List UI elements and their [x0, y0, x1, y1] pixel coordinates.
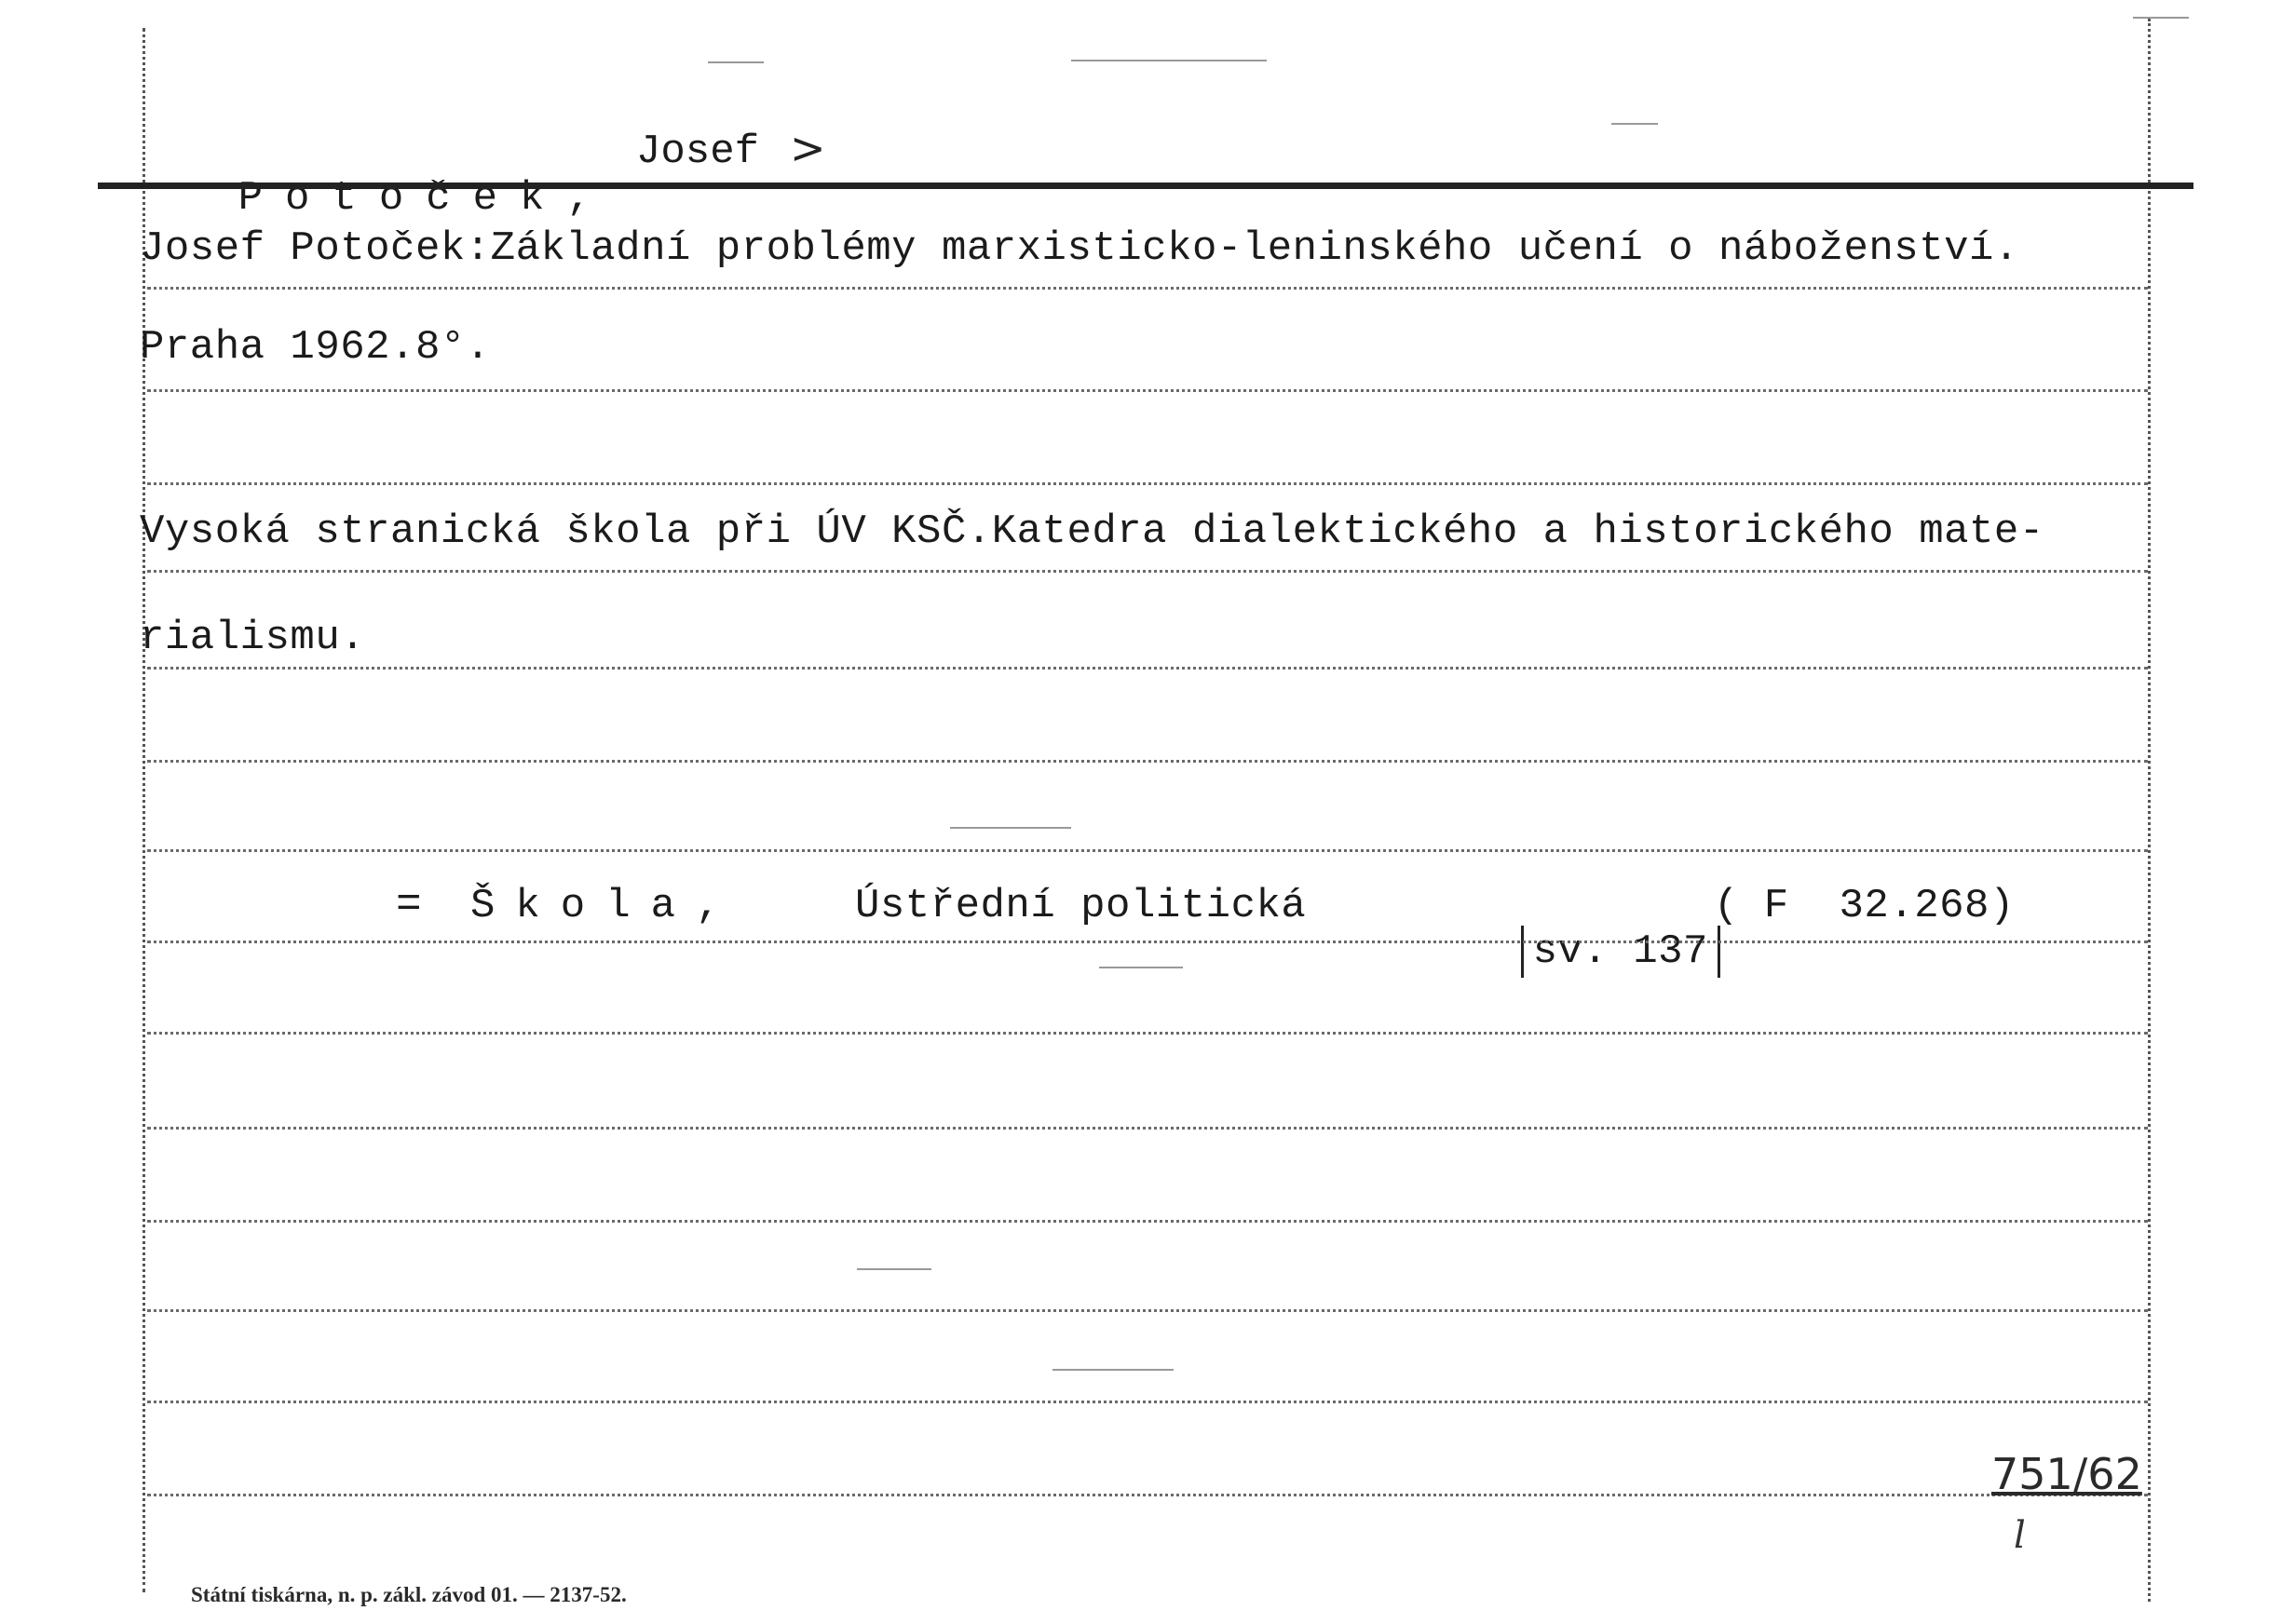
print-artifact [857, 1268, 931, 1270]
see-also-ref: ( F 32.268) [1714, 883, 2015, 929]
insertion-mark-icon: > [790, 123, 826, 173]
ruled-line [147, 482, 2148, 485]
handwritten-mark: l [2014, 1514, 2026, 1557]
heading-forename: Josef [636, 129, 760, 175]
ruled-line [147, 1127, 2148, 1130]
call-number: 751/62 [1991, 1449, 2142, 1499]
printer-imprint: Státní tiskárna, n. p. zákl. závod 01. — 2137-52. [191, 1583, 627, 1606]
ruled-line [147, 1309, 2148, 1312]
ruled-line [147, 1032, 2148, 1035]
see-also-text: Ústřední politická [855, 883, 1307, 929]
ruled-line [147, 1220, 2148, 1223]
ruled-line [147, 849, 2148, 852]
see-also-prefix: = [396, 881, 423, 929]
right-margin-dotted-line [2148, 19, 2151, 1602]
ruled-line [147, 1494, 2148, 1496]
ruled-line [147, 760, 2148, 763]
ruled-line [147, 287, 2148, 290]
title-line-2: Praha 1962.8°. [140, 324, 491, 371]
see-also-term: Škola, [470, 883, 741, 929]
print-artifact [1052, 1369, 1174, 1371]
ruled-line [147, 667, 2148, 670]
title-line-1: Josef Potoček:Základní problémy marxisticko-leninského učení o náboženství. [140, 225, 2019, 272]
print-artifact [950, 827, 1071, 829]
see-also-volume: sv. 137 [1521, 926, 1720, 978]
heading-comma: , [566, 175, 591, 222]
corporate-line-1: Vysoká stranická škola při ÚV KSČ.Katedra dialektického a historického mate- [140, 508, 2044, 555]
see-also-volume-box [1420, 879, 1720, 1024]
print-artifact [1099, 967, 1183, 968]
print-artifact [1071, 60, 1267, 61]
corporate-line-2: rialismu. [140, 615, 366, 661]
ruled-line [147, 941, 2148, 943]
heading-rule [98, 183, 2193, 189]
print-artifact [708, 61, 764, 63]
heading-surname-text: Potoček [238, 175, 567, 222]
print-artifact [2133, 17, 2189, 19]
ruled-line [147, 570, 2148, 573]
print-artifact [1611, 123, 1658, 125]
ruled-line [147, 1401, 2148, 1403]
ruled-line [147, 389, 2148, 392]
